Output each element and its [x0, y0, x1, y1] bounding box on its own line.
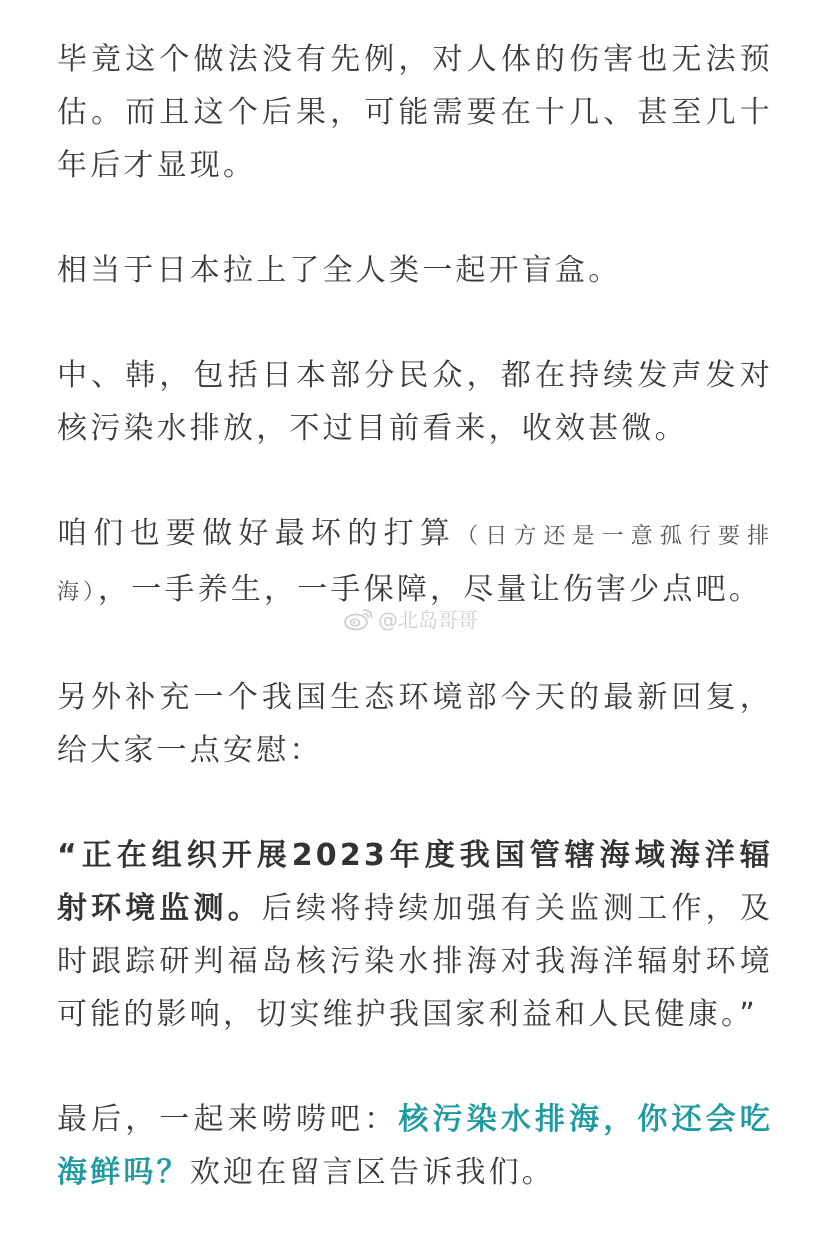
watermark-text: @北岛哥哥: [378, 608, 478, 632]
quote-bold-text: 正在组织开展2023年度我国管辖海域海洋辐射环境监测。: [57, 838, 773, 926]
paragraph-4-main: 咱们也要做好最坏的打算: [57, 516, 457, 551]
paragraph-2: 相当于日本拉上了全人类一起开盲盒。: [57, 253, 622, 288]
paragraph-4-aside: （日方还是一意孤行要排海）: [57, 524, 773, 605]
quote-open-mark: “: [57, 838, 80, 873]
closing-highlight: 核污染水排海，你还会吃海鲜吗？: [57, 1102, 774, 1190]
closing-tail: 欢迎在留言区告诉我们。: [189, 1155, 556, 1190]
paragraph-3: 中、韩，包括日本部分民众，都在持续发声发对核污染水排放，不过目前看来，收效甚微。: [57, 358, 773, 446]
paragraph-4: [57, 507, 773, 619]
closing-lead: 最后，一起来唠唠吧：: [57, 1102, 399, 1137]
paragraph-1: 毕竟这个做法没有先例，对人体的伤害也无法预估。而且这个后果，可能需要在十几、甚至几十年后才显现。: [57, 42, 773, 183]
paragraph-4-tail: ，一手养生，一手保障，尽量让伤害少点吧。: [98, 572, 763, 607]
closing-paragraph: [57, 1093, 773, 1199]
weibo-watermark: [344, 604, 478, 633]
quote-paragraph: [57, 829, 773, 1041]
quote-rest-text: 后续将持续加强有关监测工作，及时跟踪研判福岛核污染水排海对我海洋辐射环境可能的影响，切实维护我国家利益和人民健康。”: [57, 891, 774, 1032]
article-body: [57, 33, 773, 1251]
paragraph-5: 另外补充一个我国生态环境部今天的最新回复，给大家一点安慰：: [57, 680, 773, 768]
weibo-icon: [344, 607, 374, 631]
